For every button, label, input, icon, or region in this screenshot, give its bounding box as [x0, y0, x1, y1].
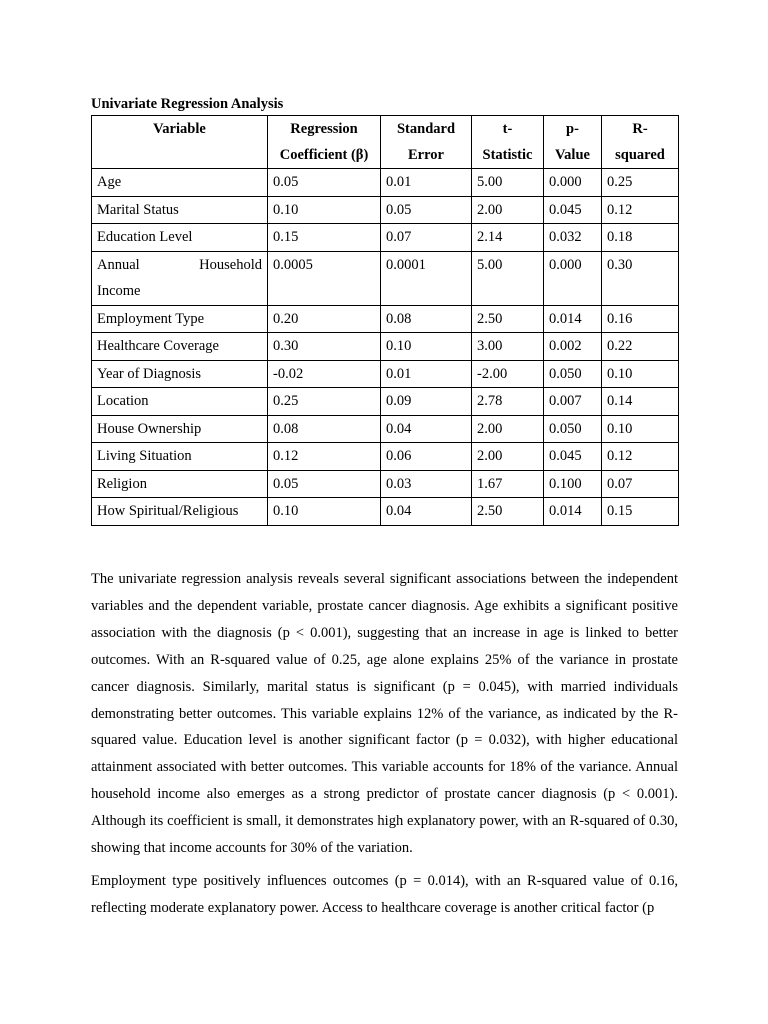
cell-variable: Healthcare Coverage	[92, 333, 268, 361]
cell-coefficient: 0.15	[268, 224, 381, 252]
variable-line-2: Income	[97, 283, 141, 299]
cell-r-squared: 0.30	[602, 251, 679, 305]
cell-t-statistic: 2.50	[472, 498, 544, 526]
paragraph-1: The univariate regression analysis reveals several significant associations between the independent variables and the dependent variable, prostate cancer diagnosis. Age exhibits a significant positive association with the diagnosis (p < 0.001), suggesting that an increase in age is linked to better outcomes. With an R-squared value of 0.25, age alone explains 25% of the variance in prostate cancer diagnosis. Similarly, marital status is significant (p = 0.045), with married individuals demonstrating better outcomes. This variable explains 12% of the variance, as indicated by the R-squared value. Education level is another significant factor (p = 0.032), with higher educational attainment associated with better outcomes. This variable accounts for 18% of the variance. Annual household income also emerges as a strong predictor of prostate cancer diagnosis (p < 0.001). Although its coefficient is small, it demonstrates high explanatory power, with an R-squared of 0.30, showing that income accounts for 30% of the variation.	[91, 571, 678, 857]
cell-r-squared: 0.22	[602, 333, 679, 361]
cell-coefficient: 0.10	[268, 498, 381, 526]
cell-variable: Marital Status	[92, 196, 268, 224]
cell-r-squared: 0.12	[602, 443, 679, 471]
table-header-row	[92, 116, 679, 169]
cell-p-value: 0.050	[544, 360, 602, 388]
table-row	[92, 388, 679, 416]
cell-standard-error: 0.06	[381, 443, 472, 471]
cell-r-squared: 0.18	[602, 224, 679, 252]
cell-variable	[92, 251, 268, 305]
cell-p-value: 0.002	[544, 333, 602, 361]
header-standard-error: Standard Error	[381, 116, 472, 169]
header-p-value: p- Value	[544, 116, 602, 169]
cell-standard-error: 0.04	[381, 415, 472, 443]
table-row	[92, 196, 679, 224]
cell-p-value: 0.050	[544, 415, 602, 443]
cell-t-statistic: 2.50	[472, 305, 544, 333]
table-title: Univariate Regression Analysis	[91, 96, 284, 112]
cell-coefficient: 0.12	[268, 443, 381, 471]
cell-r-squared: 0.16	[602, 305, 679, 333]
cell-standard-error: 0.0001	[381, 251, 472, 305]
cell-standard-error: 0.08	[381, 305, 472, 333]
cell-variable: Employment Type	[92, 305, 268, 333]
cell-t-statistic: -2.00	[472, 360, 544, 388]
cell-coefficient: 0.0005	[268, 251, 381, 305]
table-row	[92, 415, 679, 443]
table-row	[92, 224, 679, 252]
cell-r-squared: 0.07	[602, 470, 679, 498]
table-row	[92, 305, 679, 333]
cell-t-statistic: 5.00	[472, 169, 544, 197]
cell-standard-error: 0.07	[381, 224, 472, 252]
cell-variable: Religion	[92, 470, 268, 498]
cell-t-statistic: 3.00	[472, 333, 544, 361]
cell-t-statistic: 1.67	[472, 470, 544, 498]
cell-r-squared: 0.14	[602, 388, 679, 416]
cell-p-value: 0.007	[544, 388, 602, 416]
cell-variable: How Spiritual/Religious	[92, 498, 268, 526]
table-row	[92, 443, 679, 471]
paragraph-2: Employment type positively influences outcomes (p = 0.014), with an R-squared value of 0.16, reflecting moderate explanatory power. Access to healthcare coverage is another critical factor (p	[91, 872, 678, 916]
cell-standard-error: 0.09	[381, 388, 472, 416]
table-row	[92, 470, 679, 498]
cell-r-squared: 0.12	[602, 196, 679, 224]
cell-standard-error: 0.01	[381, 360, 472, 388]
cell-p-value: 0.045	[544, 443, 602, 471]
cell-standard-error: 0.03	[381, 470, 472, 498]
cell-r-squared: 0.25	[602, 169, 679, 197]
cell-coefficient: 0.08	[268, 415, 381, 443]
cell-variable: House Ownership	[92, 415, 268, 443]
cell-variable: Year of Diagnosis	[92, 360, 268, 388]
cell-standard-error: 0.01	[381, 169, 472, 197]
cell-coefficient: 0.20	[268, 305, 381, 333]
cell-r-squared: 0.15	[602, 498, 679, 526]
cell-p-value: 0.000	[544, 169, 602, 197]
cell-r-squared: 0.10	[602, 415, 679, 443]
cell-coefficient: 0.25	[268, 388, 381, 416]
cell-r-squared: 0.10	[602, 360, 679, 388]
cell-t-statistic: 2.78	[472, 388, 544, 416]
document-page	[91, 94, 678, 526]
variable-line-1: Annual Household	[97, 256, 262, 273]
regression-table	[91, 115, 679, 526]
cell-coefficient: 0.30	[268, 333, 381, 361]
table-row	[92, 169, 679, 197]
cell-p-value: 0.045	[544, 196, 602, 224]
table-row	[92, 360, 679, 388]
table-row	[92, 333, 679, 361]
header-t-statistic: t- Statistic	[472, 116, 544, 169]
table-row	[92, 251, 679, 305]
cell-p-value: 0.014	[544, 498, 602, 526]
cell-t-statistic: 2.14	[472, 224, 544, 252]
header-r-squared: R- squared	[602, 116, 679, 169]
cell-variable: Education Level	[92, 224, 268, 252]
cell-p-value: 0.032	[544, 224, 602, 252]
cell-p-value: 0.000	[544, 251, 602, 305]
cell-p-value: 0.014	[544, 305, 602, 333]
cell-coefficient: 0.10	[268, 196, 381, 224]
cell-standard-error: 0.05	[381, 196, 472, 224]
cell-coefficient: 0.05	[268, 169, 381, 197]
header-variable: Variable	[92, 116, 268, 169]
cell-t-statistic: 2.00	[472, 196, 544, 224]
cell-coefficient: -0.02	[268, 360, 381, 388]
cell-standard-error: 0.10	[381, 333, 472, 361]
cell-variable: Location	[92, 388, 268, 416]
cell-t-statistic: 2.00	[472, 415, 544, 443]
cell-t-statistic: 5.00	[472, 251, 544, 305]
cell-coefficient: 0.05	[268, 470, 381, 498]
cell-standard-error: 0.04	[381, 498, 472, 526]
cell-variable: Living Situation	[92, 443, 268, 471]
body-text	[91, 566, 678, 928]
cell-variable: Age	[92, 169, 268, 197]
cell-t-statistic: 2.00	[472, 443, 544, 471]
cell-p-value: 0.100	[544, 470, 602, 498]
table-row	[92, 498, 679, 526]
header-coefficient: Regression Coefficient (β)	[268, 116, 381, 169]
